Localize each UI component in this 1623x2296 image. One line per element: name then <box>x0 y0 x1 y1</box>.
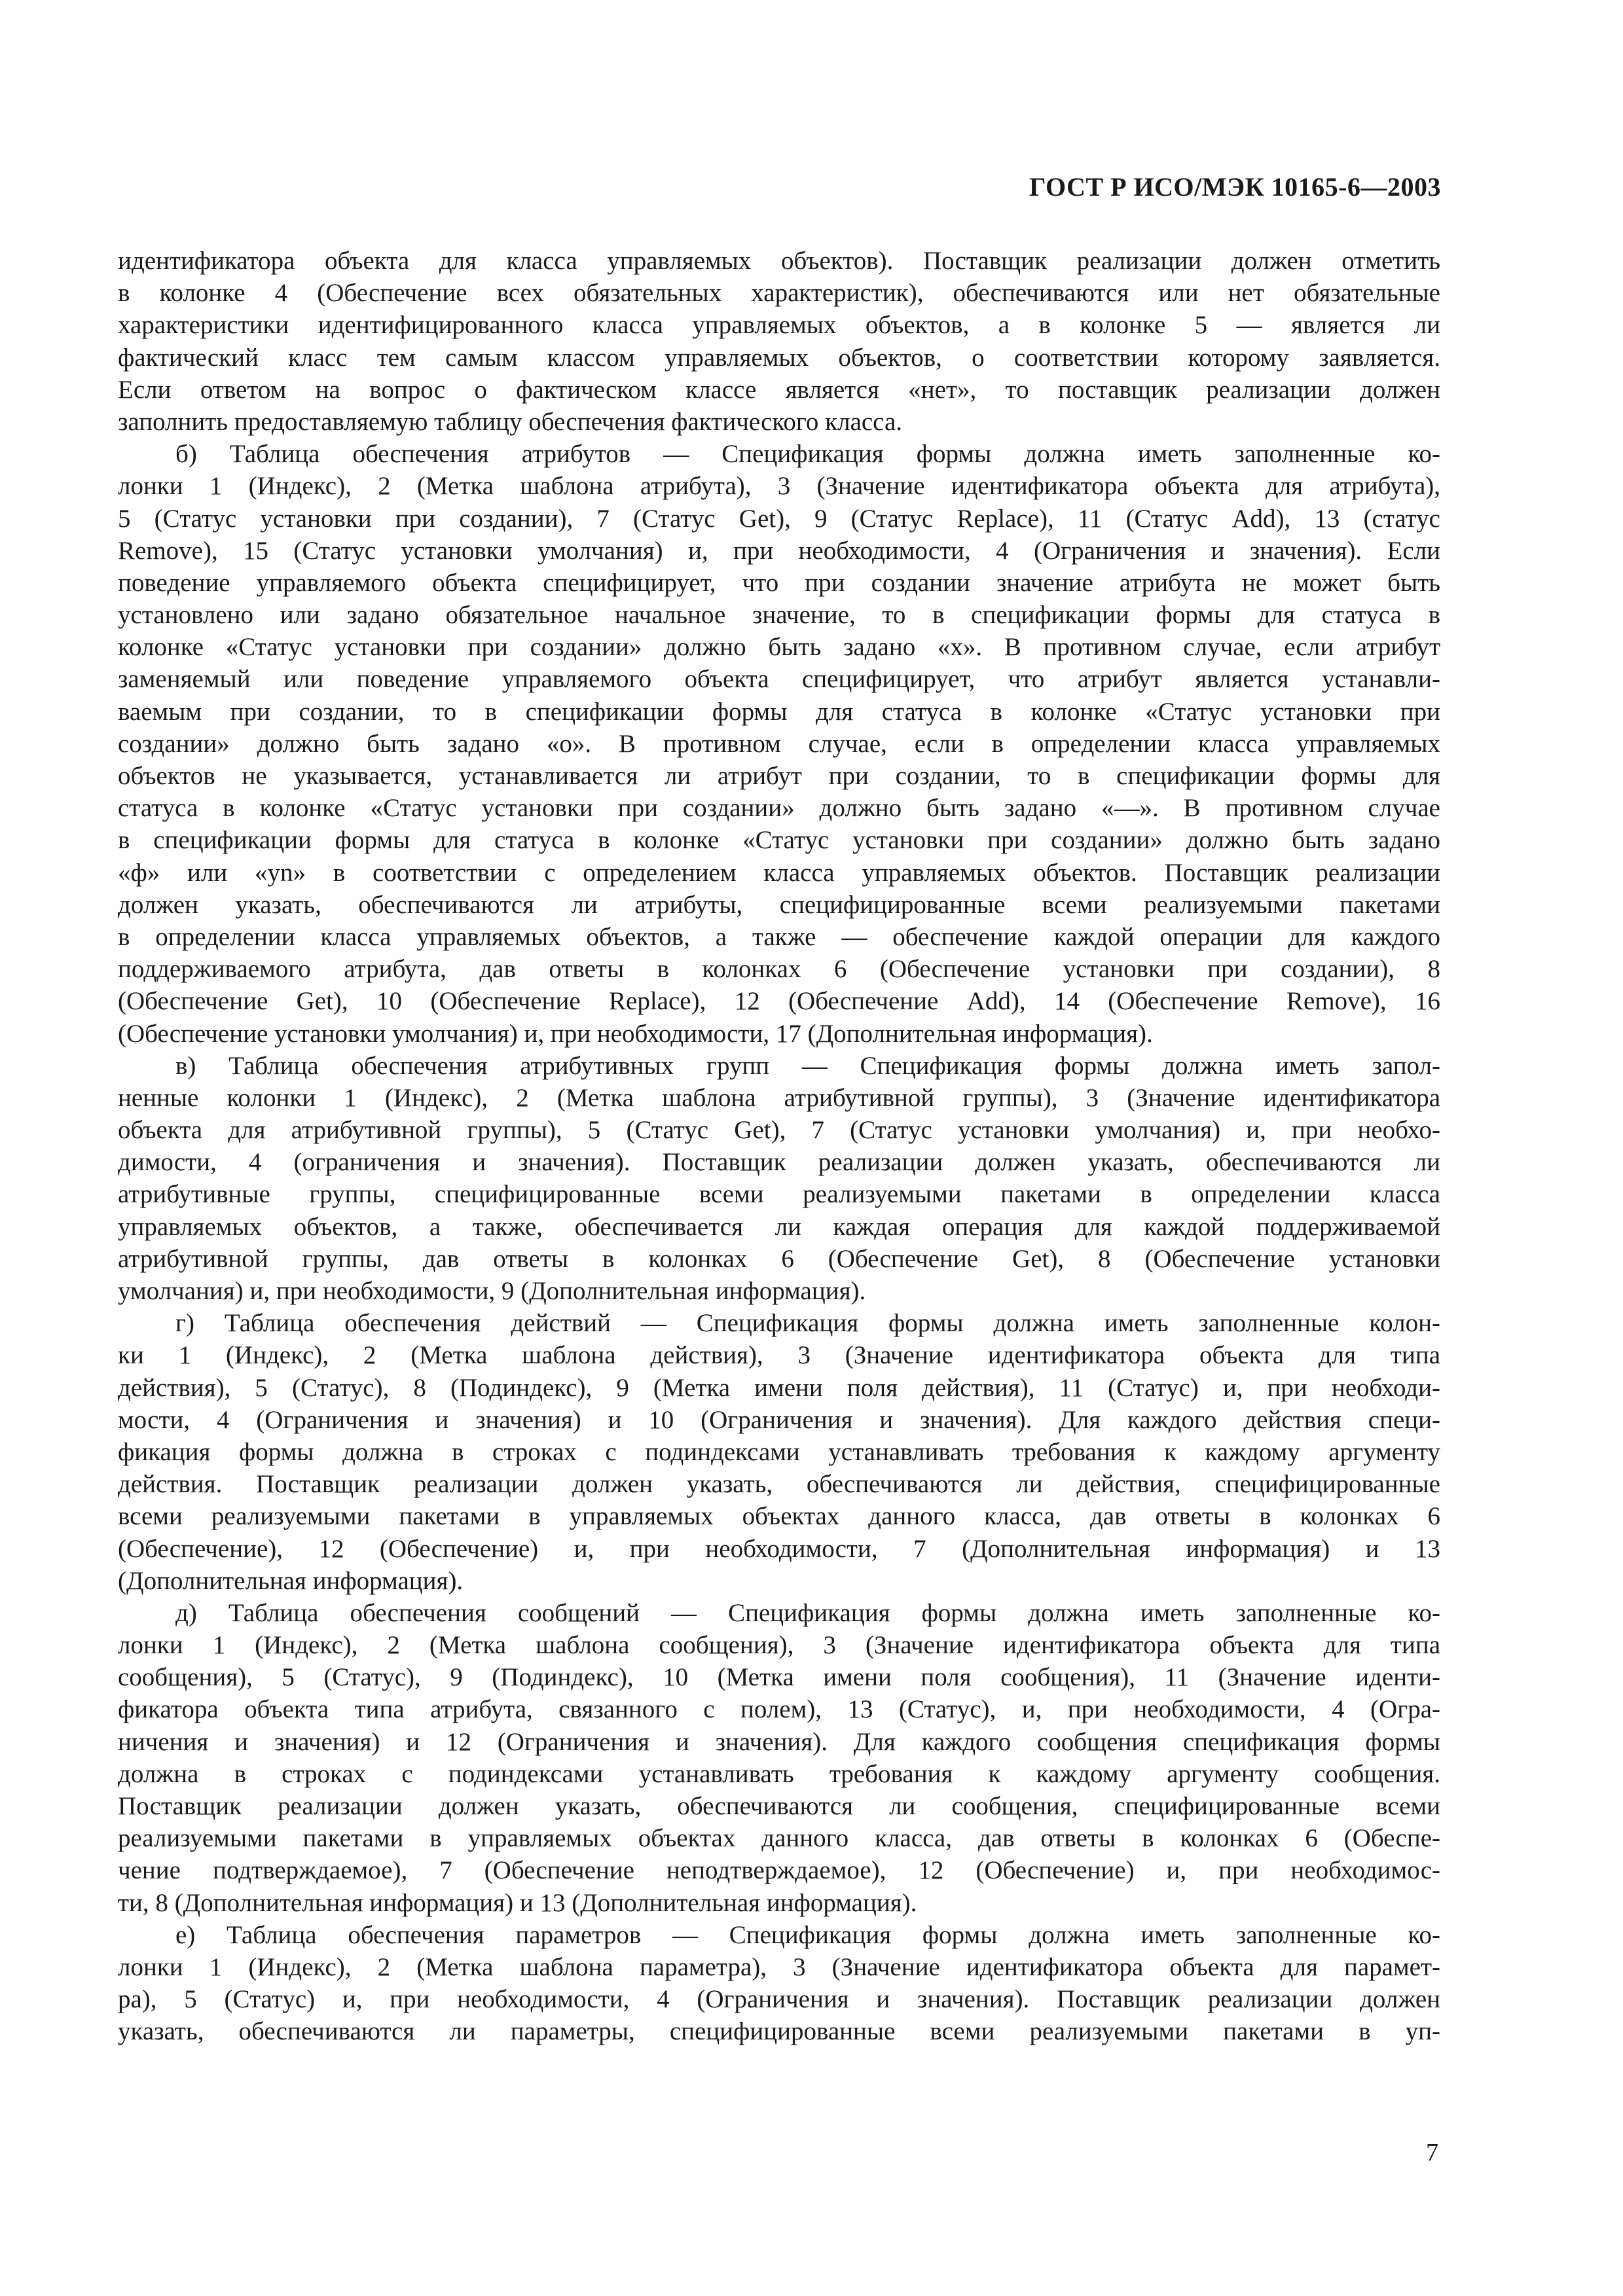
text-line: установлено или задано обязательное начальное значение, то в спецификации формы для статуса в <box>118 601 1440 630</box>
text-line: лонки 1 (Индекс), 2 (Метка шаблона атрибута), 3 (Значение идентификатора объекта для атрибута), <box>118 472 1440 501</box>
text-line: создании» должно быть задано «о». В противном случае, если в определении класса управляемых <box>118 729 1440 758</box>
text-line: Remove), 15 (Статус установки умолчания) и, при необходимости, 4 (Ограничения и значения). Если <box>118 536 1440 565</box>
text-line: атрибутивные группы, специфицированные всеми реализуемыми пакетами в определении класса <box>118 1180 1440 1209</box>
text-line: (Обеспечение Get), 10 (Обеспечение Replace), 12 (Обеспечение Add), 14 (Обеспечение Remove), 16 <box>118 987 1440 1016</box>
text-line: 5 (Статус установки при создании), 7 (Статус Get), 9 (Статус Replace), 11 (Статус Add), 13 (статус <box>118 504 1440 533</box>
text-line: указать, обеспечиваются ли параметры, специфицированные всеми реализуемыми пакетами в уп- <box>118 2017 1440 2046</box>
text-line: фактический класс тем самым классом управляемых объектов, о соответствии которому заявляется. <box>118 343 1440 372</box>
text-line: в определении класса управляемых объектов, а также — обеспечение каждой операции для каждого <box>118 922 1440 951</box>
text-line: умолчания) и, при необходимости, 9 (Дополнительная информация). <box>118 1277 866 1305</box>
text-line: в) Таблица обеспечения атрибутивных групп — Спецификация формы должна иметь запол- <box>175 1051 1440 1080</box>
text-line: фикатора объекта типа атрибута, связанного с полем), 13 (Статус), и, при необходимости, 4 (Огра- <box>118 1695 1440 1724</box>
text-line: б) Таблица обеспечения атрибутов — Спецификация формы должна иметь заполненные ко- <box>175 440 1440 469</box>
text-line: атрибутивной группы, дав ответы в колонках 6 (Обеспечение Get), 8 (Обеспечение установки <box>118 1244 1440 1273</box>
text-line: объектов не указывается, устанавливается ли атрибут при создании, то в спецификации формы для <box>118 762 1440 790</box>
text-line: всеми реализуемыми пакетами в управляемых объектах данного класса, дав ответы в колонках 6 <box>118 1502 1440 1531</box>
text-line: «ф» или «yn» в соответствии с определением класса управляемых объектов. Поставщик реализации <box>118 858 1440 887</box>
text-line: ра), 5 (Статус) и, при необходимости, 4 (Ограничения и значения). Поставщик реализации должен <box>118 1985 1440 2014</box>
text-line: лонки 1 (Индекс), 2 (Метка шаблона сообщения), 3 (Значение идентификатора объекта для типа <box>118 1631 1440 1660</box>
text-line: должна в строках с подиндексами устанавливать требования к каждому аргументу сообщения. <box>118 1759 1440 1788</box>
text-line: (Обеспечение установки умолчания) и, при необходимости, 17 (Дополнительная информация). <box>118 1019 1153 1048</box>
text-line: статуса в колонке «Статус установки при создании» должно быть задано «—». В противном случае <box>118 794 1440 823</box>
text-line: поведение управляемого объекта специфицирует, что при создании значение атрибута не может быть <box>118 568 1440 597</box>
text-line: (Обеспечение), 12 (Обеспечение) и, при необходимости, 7 (Дополнительная информация) и 13 <box>118 1534 1440 1563</box>
text-line: ненные колонки 1 (Индекс), 2 (Метка шаблона атрибутивной группы), 3 (Значение идентификатора <box>118 1083 1440 1112</box>
text-line: поддерживаемого атрибута, дав ответы в колонках 6 (Обеспечение установки при создании), 8 <box>118 955 1440 984</box>
text-line: реализуемыми пакетами в управляемых объектах данного класса, дав ответы в колонках 6 (Обеспе- <box>118 1824 1440 1853</box>
document-header: ГОСТ Р ИСО/МЭК 10165-6—2003 <box>1029 172 1441 202</box>
text-line: лонки 1 (Индекс), 2 (Метка шаблона параметра), 3 (Значение идентификатора объекта для парамет- <box>118 1952 1440 1981</box>
text-line: в колонке 4 (Обеспечение всех обязательных характеристик), обеспечиваются или нет обязательные <box>118 279 1440 308</box>
text-line: в спецификации формы для статуса в колонке «Статус установки при создании» должно быть задано <box>118 826 1440 855</box>
text-line: идентификатора объекта для класса управляемых объектов). Поставщик реализации должен отметить <box>118 247 1440 275</box>
text-line: ки 1 (Индекс), 2 (Метка шаблона действия), 3 (Значение идентификатора объекта для типа <box>118 1341 1440 1370</box>
text-line: чение подтверждаемое), 7 (Обеспечение неподтверждаемое), 12 (Обеспечение) и, при необходимос- <box>118 1856 1440 1885</box>
text-line: фикация формы должна в строках с подиндексами устанавливать требования к каждому аргументу <box>118 1437 1440 1466</box>
text-line: ничения и значения) и 12 (Ограничения и значения). Для каждого сообщения спецификация формы <box>118 1727 1440 1756</box>
text-line: (Дополнительная информация). <box>118 1566 464 1595</box>
text-line: г) Таблица обеспечения действий — Спецификация формы должна иметь заполненные колон- <box>175 1309 1440 1338</box>
text-line: д) Таблица обеспечения сообщений — Спецификация формы должна иметь заполненные ко- <box>175 1598 1440 1627</box>
body-text <box>118 245 1440 2048</box>
text-line: Поставщик реализации должен указать, обеспечиваются ли сообщения, специфицированные всеми <box>118 1792 1440 1820</box>
page-number: 7 <box>1426 2139 1438 2166</box>
text-line: ваемым при создании, то в спецификации формы для статуса в колонке «Статус установки при <box>118 697 1440 726</box>
text-line: характеристики идентифицированного класса управляемых объектов, а в колонке 5 — является ли <box>118 311 1440 340</box>
text-line: Если ответом на вопрос о фактическом классе является «нет», то поставщик реализации должен <box>118 375 1440 404</box>
text-line: управляемых объектов, а также, обеспечивается ли каждая операция для каждой поддерживаемой <box>118 1212 1440 1241</box>
text-line: действия. Поставщик реализации должен указать, обеспечиваются ли действия, специфицированные <box>118 1470 1440 1499</box>
text-line: димости, 4 (ограничения и значения). Поставщик реализации должен указать, обеспечиваются ли <box>118 1148 1440 1177</box>
text-line: действия), 5 (Статус), 8 (Подиндекс), 9 (Метка имени поля действия), 11 (Статус) и, при необходи- <box>118 1373 1440 1402</box>
text-line: е) Таблица обеспечения параметров — Спецификация формы должна иметь заполненные ко- <box>175 1920 1440 1949</box>
text-line: сообщения), 5 (Статус), 9 (Подиндекс), 10 (Метка имени поля сообщения), 11 (Значение иденти- <box>118 1663 1440 1692</box>
text-line: заполнить предоставляемую таблицу обеспечения фактического класса. <box>118 407 903 436</box>
text-line: мости, 4 (Ограничения и значения) и 10 (Ограничения и значения). Для каждого действия специ- <box>118 1405 1440 1434</box>
text-line: объекта для атрибутивной группы), 5 (Статус Get), 7 (Статус установки умолчания) и, при необхо- <box>118 1116 1440 1145</box>
text-line: заменяемый или поведение управляемого объекта специфицирует, что атрибут является устанавли- <box>118 665 1440 694</box>
text-line: ти, 8 (Дополнительная информация) и 13 (Дополнительная информация). <box>118 1888 917 1917</box>
text-line: должен указать, обеспечиваются ли атрибуты, специфицированные всеми реализуемыми пакетами <box>118 890 1440 919</box>
text-line: колонке «Статус установки при создании» должно быть задано «х». В противном случае, если атрибут <box>118 633 1440 662</box>
